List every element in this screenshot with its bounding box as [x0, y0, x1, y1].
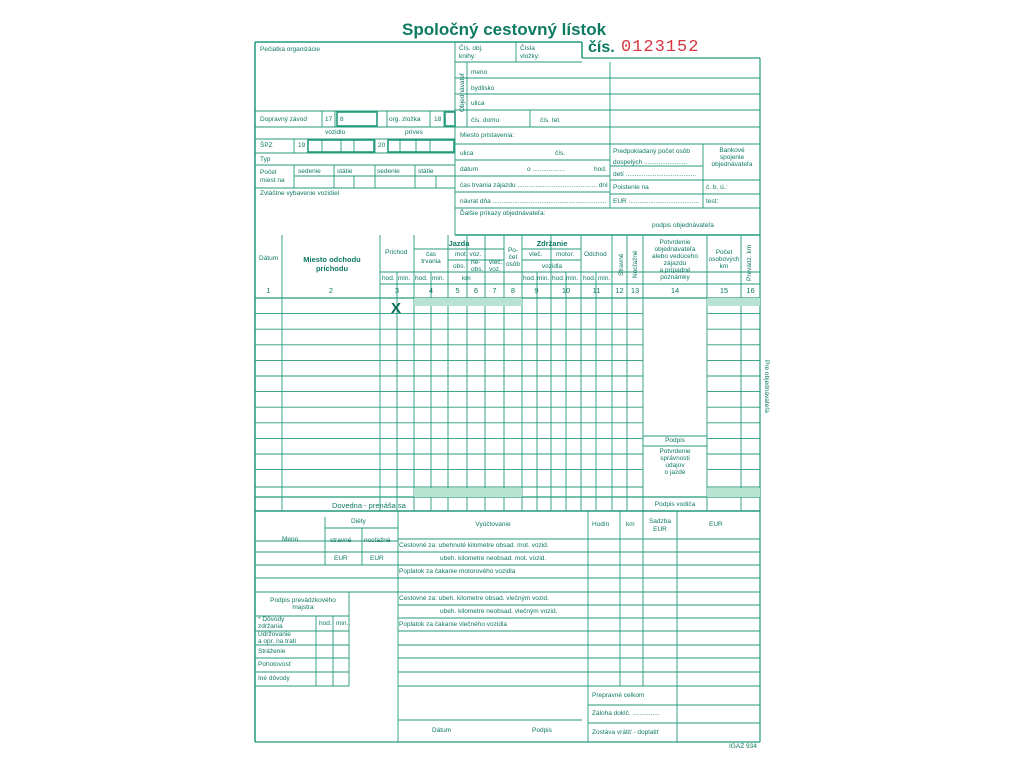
col-persons-header-3: osôb — [505, 261, 521, 268]
column-number: 7 — [492, 286, 497, 295]
col-unoccupied-header-1: ne- — [471, 259, 481, 266]
serial-label: čís. — [588, 39, 615, 56]
return-date-label: návrat dňa ............................................................... — [460, 198, 607, 205]
column-number: 16 — [746, 286, 755, 295]
test-label: test: — [706, 198, 719, 205]
delay-trailer-min-label: min. — [537, 275, 550, 282]
bottom-signature-label: Podpis — [532, 727, 552, 734]
total-fare-label: Prepravné celkom — [592, 692, 645, 699]
column-number: 9 — [534, 286, 539, 295]
billing-line-4: Cestovné za: ubeh. kilometre obsad. vlečným vozid. — [399, 595, 549, 602]
house-number-label: čís. domu — [471, 117, 500, 124]
x-mark: X — [391, 300, 402, 317]
col-delay-header: Zdržanie — [536, 239, 568, 248]
col-overnight-header: Nocľažné — [632, 250, 639, 278]
orderer-residence-label: bydlisko — [471, 85, 495, 92]
seats-label-1: Počet — [260, 169, 277, 176]
col-km-header: km — [462, 275, 471, 282]
phone-number-label: čís. tel. — [540, 117, 561, 124]
meal-eur-label: EUR — [334, 555, 348, 562]
col-allowance-header: Stravné — [618, 253, 625, 276]
grid-box — [388, 140, 454, 152]
column-number: 3 — [394, 286, 400, 295]
col-confirm-header-3: alebo vedúceho — [652, 253, 698, 260]
col-place-header-1: Miesto odchodu — [303, 255, 361, 264]
maintenance-label-1: Udržovanie — [258, 631, 291, 638]
col-motor-vehicle-header: mot. voz. — [455, 251, 482, 258]
seats-label-2: miest na — [260, 177, 285, 184]
col-trailer-header-2: voz. — [489, 266, 501, 273]
time-dots: o .................. — [527, 166, 565, 173]
departure-min-label: min. — [598, 275, 611, 282]
col-confirm-header-1: Potvrdenie — [659, 239, 691, 246]
field-19: 19 — [298, 142, 306, 149]
orderer-signature-label: podpis objednávateľa — [652, 222, 714, 229]
special-equipment-label: Zvláštne vybavenie vozidiel — [260, 190, 340, 197]
col-unoccupied-header-2: obs. — [471, 266, 484, 273]
column-number: 14 — [670, 286, 680, 295]
field-20: 20 — [378, 142, 386, 149]
delay-reasons-label-1: * Dôvody — [258, 616, 285, 623]
col-duration-header-1: čas — [425, 251, 437, 258]
billing-label: Vyúčtovanie — [475, 521, 511, 528]
column-number: 4 — [428, 286, 434, 295]
stamp-label: Pečiatka organizácie — [260, 46, 320, 53]
pickup-street-label: ulica — [460, 150, 474, 157]
billing-line-1: Cestovné za: ubehnuté kilometre obsad. mot. vozid. — [399, 542, 549, 549]
col-delay-trailer-header: vleč. — [529, 251, 543, 258]
type-label: Typ — [260, 156, 271, 163]
grid-box — [445, 112, 455, 126]
bank-label-1: Bankové — [719, 147, 745, 154]
foreman-signature-label-1: Podpis prevádzkového — [270, 597, 336, 604]
bottom-date-label: Dátum — [432, 727, 452, 734]
billing-eur-label: EUR — [709, 521, 723, 528]
arrival-hour-label: hod. — [382, 275, 395, 282]
col-operating-km-header: Prevádz. km — [746, 244, 753, 281]
col-ride-header: Jazda — [448, 239, 470, 248]
billing-line-2: ubeh. kilometre neobsad. mot. vozid. — [440, 555, 547, 562]
insurance-eur-label: EUR ....................................... — [613, 198, 699, 205]
col-passenger-km-header-1: Počet — [715, 249, 733, 256]
reasons-hour-label: hod. — [319, 620, 332, 627]
reasons-min-label: min. — [336, 620, 349, 627]
remaining-label: Zostáva vrátiť - doplatiť — [592, 729, 660, 736]
trip-duration-label: čas trvania zájazdu ............................................ dní — [460, 182, 608, 189]
ride-hour-label: hod. — [415, 275, 428, 282]
shaded-cell — [414, 298, 522, 306]
maintenance-label-2: a opr. na trati — [258, 638, 296, 645]
col-persons-header-2: čet — [508, 254, 518, 261]
correctness-label-3: údajov — [665, 462, 685, 469]
shaded-cell — [707, 488, 760, 497]
bank-label-2: spojenie — [719, 154, 745, 161]
column-number: 13 — [630, 286, 640, 295]
serial-number: 0123152 — [621, 38, 700, 57]
account-label: č. b. ú.: — [706, 184, 728, 191]
correctness-label-2: správnosti — [660, 455, 690, 462]
billing-line-5: ubeh. kilometre neobsad. vlečným vozid. — [440, 608, 558, 615]
vehicle-label: vozidlo — [325, 129, 346, 136]
shaded-cell — [414, 488, 522, 497]
hours-label: Hodín — [592, 521, 610, 528]
expected-persons-label: Predpokladaný počet osôb — [613, 148, 690, 155]
col-trailer-header-1: vleč. — [489, 259, 503, 266]
driver-signature-label: Podpis vodiča — [654, 501, 696, 508]
org-unit-label: org. zložka — [389, 116, 421, 123]
further-orders-label: Ďalšie príkazy objednávateľa: — [460, 210, 546, 217]
column-number: 5 — [455, 286, 460, 295]
deposit-label: Záloha doklč. ............... — [592, 710, 660, 717]
column-number: 1 — [266, 286, 271, 295]
correctness-label-4: o jazde — [664, 469, 686, 476]
col-persons-header-1: Po- — [507, 247, 519, 254]
pickup-place-label: Miesto pristavenia: — [460, 132, 515, 139]
billing-line-6: Poplatok za čakanie vlečného vozidla — [399, 621, 508, 628]
col-date-header: Dátum — [259, 255, 279, 262]
side-note-label: Pre objednávateľa — [763, 360, 770, 413]
seated-label-2: sedenie — [377, 168, 400, 175]
standing-label-1: státie — [337, 168, 353, 175]
orderer-name-label: meno — [471, 69, 488, 76]
insurance-label: Poistenie na — [613, 184, 649, 191]
pickup-number-label: čís. — [555, 150, 566, 157]
rate-label-1: Sadzba — [648, 518, 672, 525]
col-confirm-header-5: a prípadné — [659, 267, 691, 274]
form-code: IGAZ 934 — [729, 743, 757, 750]
col-arrival-header: Príchod — [385, 249, 408, 256]
field-17: 17 — [325, 116, 333, 123]
overnight-allowance-label: nocľažné — [364, 537, 391, 544]
departure-hour-label: hod. — [583, 275, 596, 282]
column-number: 8 — [510, 286, 516, 295]
overnight-eur-label: EUR — [370, 555, 384, 562]
signature-label: Podpis — [665, 437, 685, 444]
spz-label: ŠPZ — [260, 142, 273, 149]
col-confirm-header-6: poznámky — [660, 274, 690, 281]
col-occupied-header: obs. — [453, 263, 466, 270]
shaded-cell — [707, 298, 760, 306]
column-number: 2 — [328, 286, 334, 295]
arrival-min-label: min. — [398, 275, 411, 282]
children-label: detí ....................................... — [613, 171, 697, 178]
column-number: 10 — [561, 286, 571, 295]
col-duration-header-2: trvania — [421, 258, 441, 265]
field-8: 8 — [340, 116, 344, 123]
hour-label: hod. — [594, 166, 607, 173]
meal-allowance-label: stravné — [330, 537, 352, 544]
guarding-label: Stráženie — [258, 648, 286, 655]
insert-numbers-label-1: Čísla — [520, 45, 535, 52]
transport-plant-label: Dopravný závod — [260, 116, 307, 123]
orderer-side-label: Objednávateľ — [459, 73, 466, 112]
billing-km-label: km — [626, 521, 635, 528]
col-delay-vehicle-header: vozidla — [541, 263, 563, 270]
column-number: 11 — [592, 286, 601, 295]
col-confirm-header-4: zájazdu — [663, 260, 687, 267]
column-number: 15 — [719, 286, 729, 295]
bank-label-3: objednávateľa — [711, 161, 753, 168]
delay-trailer-hour-label: hod. — [523, 275, 536, 282]
standing-label-2: státie — [418, 168, 434, 175]
orderer-street-label: ulica — [471, 100, 485, 107]
delay-motor-hour-label: hod. — [552, 275, 565, 282]
col-delay-motor-header: motor. — [556, 251, 575, 258]
trailer-label: príves — [405, 129, 423, 136]
col-confirm-header-2: objednávateľa — [654, 246, 696, 253]
per-diem-label: Diéty — [351, 518, 366, 525]
column-number: 6 — [473, 286, 479, 295]
col-place-header-2: príchodu — [315, 264, 349, 273]
column-number: 12 — [615, 286, 624, 295]
col-passenger-km-header-3: km — [719, 263, 729, 270]
ride-min-label: min. — [432, 275, 445, 282]
rate-label-2: EUR — [653, 526, 667, 533]
field-18: 18 — [434, 116, 442, 123]
delay-motor-min-label: min. — [566, 275, 579, 282]
standby-label: Pohotovosť — [258, 661, 292, 668]
document-title: Spoločný cestovný lístok — [402, 20, 607, 39]
name-label: Meno — [282, 536, 299, 543]
foreman-signature-label-2: majstra — [292, 604, 314, 611]
order-book-label-1: Čís. obj. — [459, 45, 483, 52]
delay-reasons-label-2: zdržania — [258, 623, 283, 630]
carried-total-label: Dovedna - prenáša sa — [332, 501, 406, 510]
col-passenger-km-header-2: osobových — [708, 256, 740, 263]
seated-label-1: sedenie — [298, 168, 321, 175]
date-label: dátum — [460, 166, 479, 173]
col-departure-header: Odchod — [584, 251, 607, 258]
other-reasons-label: Iné dôvody — [258, 675, 290, 682]
correctness-label-1: Potvrdenie — [659, 448, 691, 455]
billing-line-3: Poplatok za čakanie motorového vozidla — [399, 568, 516, 575]
insert-numbers-label-2: vložky: — [520, 53, 540, 60]
adults-label: dospelých ........................ — [613, 159, 688, 166]
order-book-label-2: knihy: — [459, 53, 476, 60]
